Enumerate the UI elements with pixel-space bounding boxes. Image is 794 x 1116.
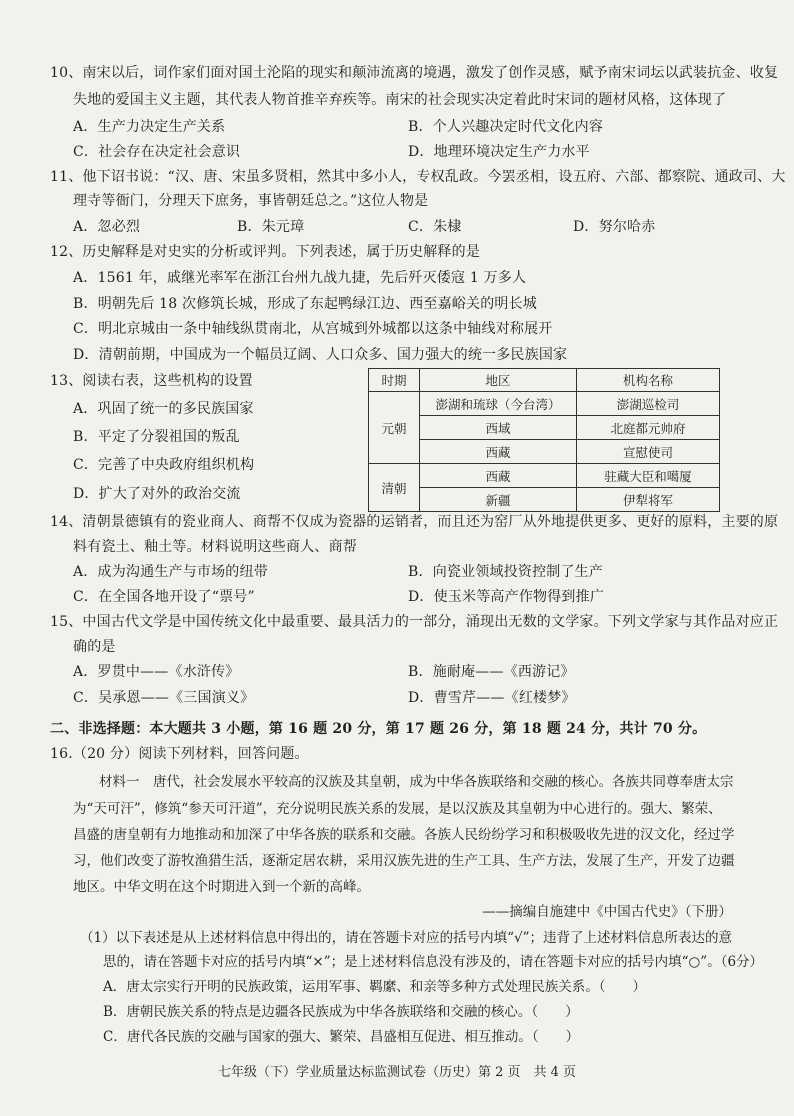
table-row <box>369 416 720 440</box>
table-header-period: 时期 <box>369 369 420 392</box>
question-13-option-d: D．扩大了对外的政治交流 <box>73 486 241 502</box>
question-15-option-d: D．曹雪芹——《红楼梦》 <box>408 690 576 706</box>
question-10-option-c: C．社会存在决定社会意识 <box>73 144 241 160</box>
question-14-option-c: C．在全国各地开设了“票号” <box>73 589 255 605</box>
table-row <box>369 488 720 512</box>
question-11-line-2: 理寺等衙门，分理天下庶务，事皆朝廷总之。”这位人物是 <box>73 193 429 209</box>
question-15-option-a: A．罗贯中——《水浒传》 <box>73 664 240 680</box>
question-11-option-d: D．努尔哈赤 <box>573 219 656 235</box>
question-13-line-1: 13、阅读右表，这些机构的设置 <box>50 373 253 389</box>
table-era-qing: 清朝 <box>369 464 420 512</box>
table-cell-region: 澎湖和琉球（今台湾） <box>420 392 577 416</box>
material-line-4: 习，他们改变了游牧渔猎生活，逐渐定居农耕，采用汉族先进的生产工具、生产方法，发展了生产，开发了边疆 <box>73 853 735 869</box>
material-source: ——摘编自施建中《中国古代史》（下册） <box>482 904 732 920</box>
page-footer: 七年级（下）学业质量达标监测试卷（历史）第 2 页 共 4 页 <box>217 1065 577 1080</box>
question-14-option-b: B．向瓷业领域投资控制了生产 <box>408 564 604 580</box>
section-2-heading: 二、非选择题：本大题共 3 小题，第 16 题 20 分，第 17 题 26 分，第 18 题 24 分，共计 70 分。 <box>50 721 707 737</box>
material-line-1: 材料一 唐代，社会发展水平较高的汉族及其皇朝，成为中华各族联络和交融的核心。各族共同尊奉唐太宗 <box>99 774 734 790</box>
table-row <box>369 392 720 416</box>
sub-question-1-line-2: 思的，请在答题卡对应的括号内填“×”；是上述材料信息没有涉及的，请在答题卡对应的括号内填“○”。（6分） <box>103 954 764 970</box>
table-cell-region: 西藏 <box>420 440 577 464</box>
question-15-line-1: 15、中国古代文学是中国传统文化中最重要、最具活力的一部分，涌现出无数的文学家。下列文学家与其作品对应正 <box>50 614 779 630</box>
table-header-region: 地区 <box>420 369 577 392</box>
table-cell-institution: 澎湖巡检司 <box>577 392 720 416</box>
question-13-option-a: A．巩固了统一的多民族国家 <box>73 401 254 417</box>
question-16-heading: 16.（20 分）阅读下列材料，回答问题。 <box>50 746 309 762</box>
question-13-option-b: B．平定了分裂祖国的叛乱 <box>73 429 240 445</box>
sub-question-1-line-1: （1）以下表述是从上述材料信息中得出的，请在答题卡对应的括号内填“√”；违背了上述材料信息所表达的意 <box>80 930 732 946</box>
table-cell-region: 西域 <box>420 416 577 440</box>
question-14-line-1: 14、清朝景德镇有的瓷业商人、商帮不仅成为瓷器的运销者，而且还为窑厂从外地提供更多、更好的原料，主要的原 <box>50 514 779 530</box>
question-12-line-1: 12、历史解释是对史实的分析或评判。下列表述，属于历史解释的是 <box>50 244 481 260</box>
table-header-institution: 机构名称 <box>577 369 720 392</box>
table-cell-institution: 驻藏大臣和噶厦 <box>577 464 720 488</box>
question-10-option-b: B．个人兴趣决定时代文化内容 <box>408 119 604 135</box>
table-cell-institution: 宣慰使司 <box>577 440 720 464</box>
question-15-line-2: 确的是 <box>73 639 116 655</box>
material-line-2: 为“天可汗”，修筑“参天可汗道”，充分说明民族关系的发展，是以汉族及其皇朝为中心进行的。强大、繁荣、 <box>73 801 722 817</box>
material-line-3: 昌盛的唐皇朝有力地推动和加深了中华各族的联系和交融。各族人民纷纷学习和积极吸收先进的汉文化，经过学 <box>73 827 735 843</box>
question-10-line-1: 10、南宋以后，词作家们面对国土沦陷的现实和颠沛流离的境遇，激发了创作灵感，赋予南宋词坛以武装抗金、收复 <box>50 65 779 81</box>
statement-c: C．唐代各民族的交融与国家的强大、繁荣、昌盛相互促进、相互推动。（ ） <box>103 1029 580 1045</box>
question-14-line-2: 料有瓷土、釉土等。材料说明这些商人、商帮 <box>73 539 357 555</box>
question-12-option-a: A．1561 年，戚继光率军在浙江台州九战九捷，先后歼灭倭寇 1 万多人 <box>73 270 527 286</box>
table-cell-institution: 北庭都元帅府 <box>577 416 720 440</box>
question-10-option-a: A．生产力决定生产关系 <box>73 119 226 135</box>
question-13-option-c: C．完善了中央政府组织机构 <box>73 457 255 473</box>
question-14-option-a: A．成为沟通生产与市场的纽带 <box>73 564 268 580</box>
question-10-option-d: D．地理环境决定生产力水平 <box>408 144 590 160</box>
question-12-option-b: B．明朝先后 18 次修筑长城，形成了东起鸭绿江边、西至嘉峪关的明长城 <box>73 296 538 312</box>
question-15-option-c: C．吴承恩——《三国演义》 <box>73 690 255 706</box>
question-12-option-c: C．明北京城由一条中轴线纵贯南北，从宫城到外城都以这条中轴线对称展开 <box>73 321 553 337</box>
table-row <box>369 440 720 464</box>
question-11-option-c: C．朱棣 <box>408 219 462 235</box>
question-15-option-b: B．施耐庵——《西游记》 <box>408 664 575 680</box>
question-11-option-a: A．忽必烈 <box>73 219 141 235</box>
question-12-option-d: D．清朝前期，中国成为一个幅员辽阔、人口众多、国力强大的统一多民族国家 <box>73 347 568 363</box>
table-cell-institution: 伊犁将军 <box>577 488 720 512</box>
statement-b: B．唐朝民族关系的特点是边疆各民族成为中华各族联络和交融的核心。（ ） <box>103 1004 579 1020</box>
table-cell-region: 新疆 <box>420 488 577 512</box>
question-14-option-d: D．使玉米等高产作物得到推广 <box>408 589 605 605</box>
institution-table <box>368 368 720 512</box>
table-era-yuan: 元朝 <box>369 392 420 464</box>
table-header-row <box>369 369 720 392</box>
statement-a: A．唐太宗实行开明的民族政策，运用军事、羁縻、和亲等多种方式处理民族关系。（ ） <box>103 979 646 995</box>
question-11-option-b: B．朱元璋 <box>237 219 305 235</box>
question-11-line-1: 11、他下诏书说：“汉、唐、宋虽多贤相，然其中多小人，专权乱政。今罢丞相，设五府、六部、都察院、通政司、大 <box>50 169 786 185</box>
table-cell-region: 西藏 <box>420 464 577 488</box>
question-10-line-2: 失地的爱国主义主题，其代表人物首推辛弃疾等。南宋的社会现实决定着此时宋词的题材风格，这体现了 <box>73 92 727 108</box>
material-line-5: 地区。中华文明在这个时期进入到一个新的高峰。 <box>73 879 370 895</box>
table-row <box>369 464 720 488</box>
